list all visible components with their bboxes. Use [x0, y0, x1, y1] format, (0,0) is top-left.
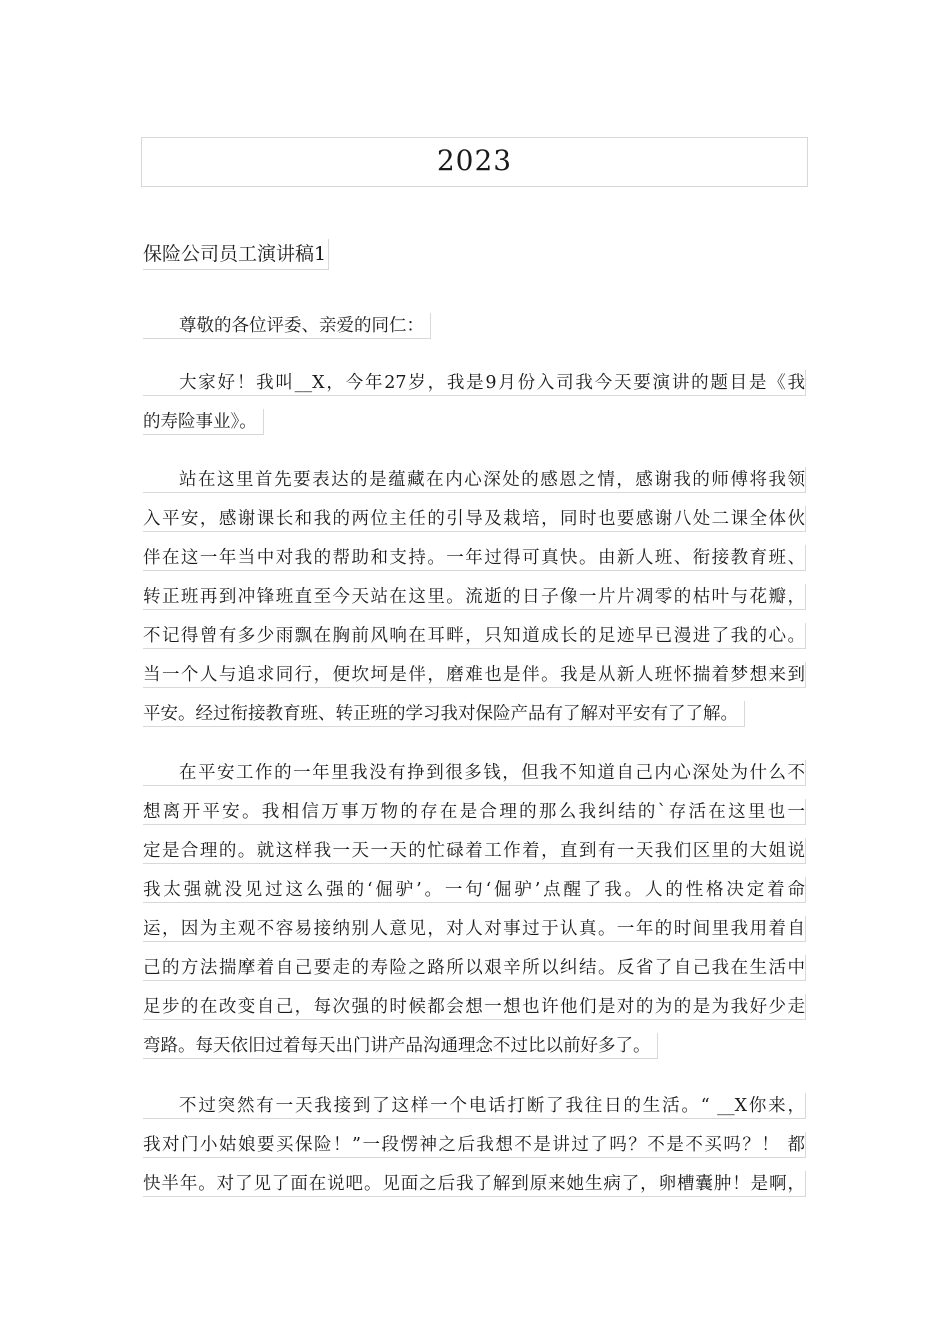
paragraph-line: 大家好！我叫__X，今年27岁，我是9月份入司我今天要演讲的题目是《我 [143, 370, 806, 396]
paragraph-line: 转正班再到冲锋班直至今天站在这里。流逝的日子像一片片凋零的枯叶与花瓣， [143, 584, 806, 610]
paragraph-line: 想离开平安。我相信万事万物的存在是合理的那么我纠结的`存活在这里也一 [143, 799, 806, 825]
document-year-title: 2023 [141, 137, 808, 187]
paragraph-line: 在平安工作的一年里我没有挣到很多钱，但我不知道自己内心深处为什么不 [143, 760, 806, 786]
paragraph-line: 定是合理的。就这样我一天一天的忙碌着工作着，直到有一天我们区里的大姐说 [143, 838, 806, 864]
paragraph-line: 不过突然有一天我接到了这样一个电话打断了我往日的生活。“ __X你来， [143, 1093, 806, 1119]
document-heading: 保险公司员工演讲稿1 [143, 239, 329, 270]
paragraph-line: 快半年。对了见了面在说吧。见面之后我了解到原来她生病了，卵槽囊肿！是啊， [143, 1171, 806, 1197]
paragraph-line: 我太强就没见过这么强的‘倔驴’。一句‘倔驴’点醒了我。人的性格决定着命 [143, 877, 806, 903]
paragraph-line: 站在这里首先要表达的是蕴藏在内心深处的感恩之情，感谢我的师傅将我领 [143, 467, 806, 493]
paragraph-line: 伴在这一年当中对我的帮助和支持。一年过得可真快。由新人班、衔接教育班、 [143, 545, 806, 571]
paragraph-line: 的寿险事业》。 [143, 409, 264, 435]
paragraph-line: 运，因为主观不容易接纳别人意见，对人对事过于认真。一年的时间里我用着自 [143, 916, 806, 942]
salutation-line: 尊敬的各位评委、亲爱的同仁： [143, 313, 431, 339]
paragraph-line: 平安。经过衔接教育班、转正班的学习我对保险产品有了解对平安有了了解。 [143, 701, 745, 727]
paragraph-line: 我对门小姑娘要买保险！”一段愣神之后我想不是讲过了吗？不是不买吗？！ 都 [143, 1132, 806, 1158]
paragraph-line: 当一个人与追求同行，便坎坷是伴，磨难也是伴。我是从新人班怀揣着梦想来到 [143, 662, 806, 688]
paragraph-line: 不记得曾有多少雨飘在胸前风响在耳畔，只知道成长的足迹早已漫进了我的心。 [143, 623, 806, 649]
paragraph-line: 己的方法揣摩着自己要走的寿险之路所以艰辛所以纠结。反省了自己我在生活中 [143, 955, 806, 981]
paragraph-line: 入平安，感谢课长和我的两位主任的引导及栽培，同时也要感谢八处二课全体伙 [143, 506, 806, 532]
paragraph-line: 弯路。每天依旧过着每天出门讲产品沟通理念不过比以前好多了。 [143, 1033, 658, 1059]
paragraph-line: 足步的在改变自己，每次强的时候都会想一想也许他们是对的为的是为我好少走 [143, 994, 806, 1020]
